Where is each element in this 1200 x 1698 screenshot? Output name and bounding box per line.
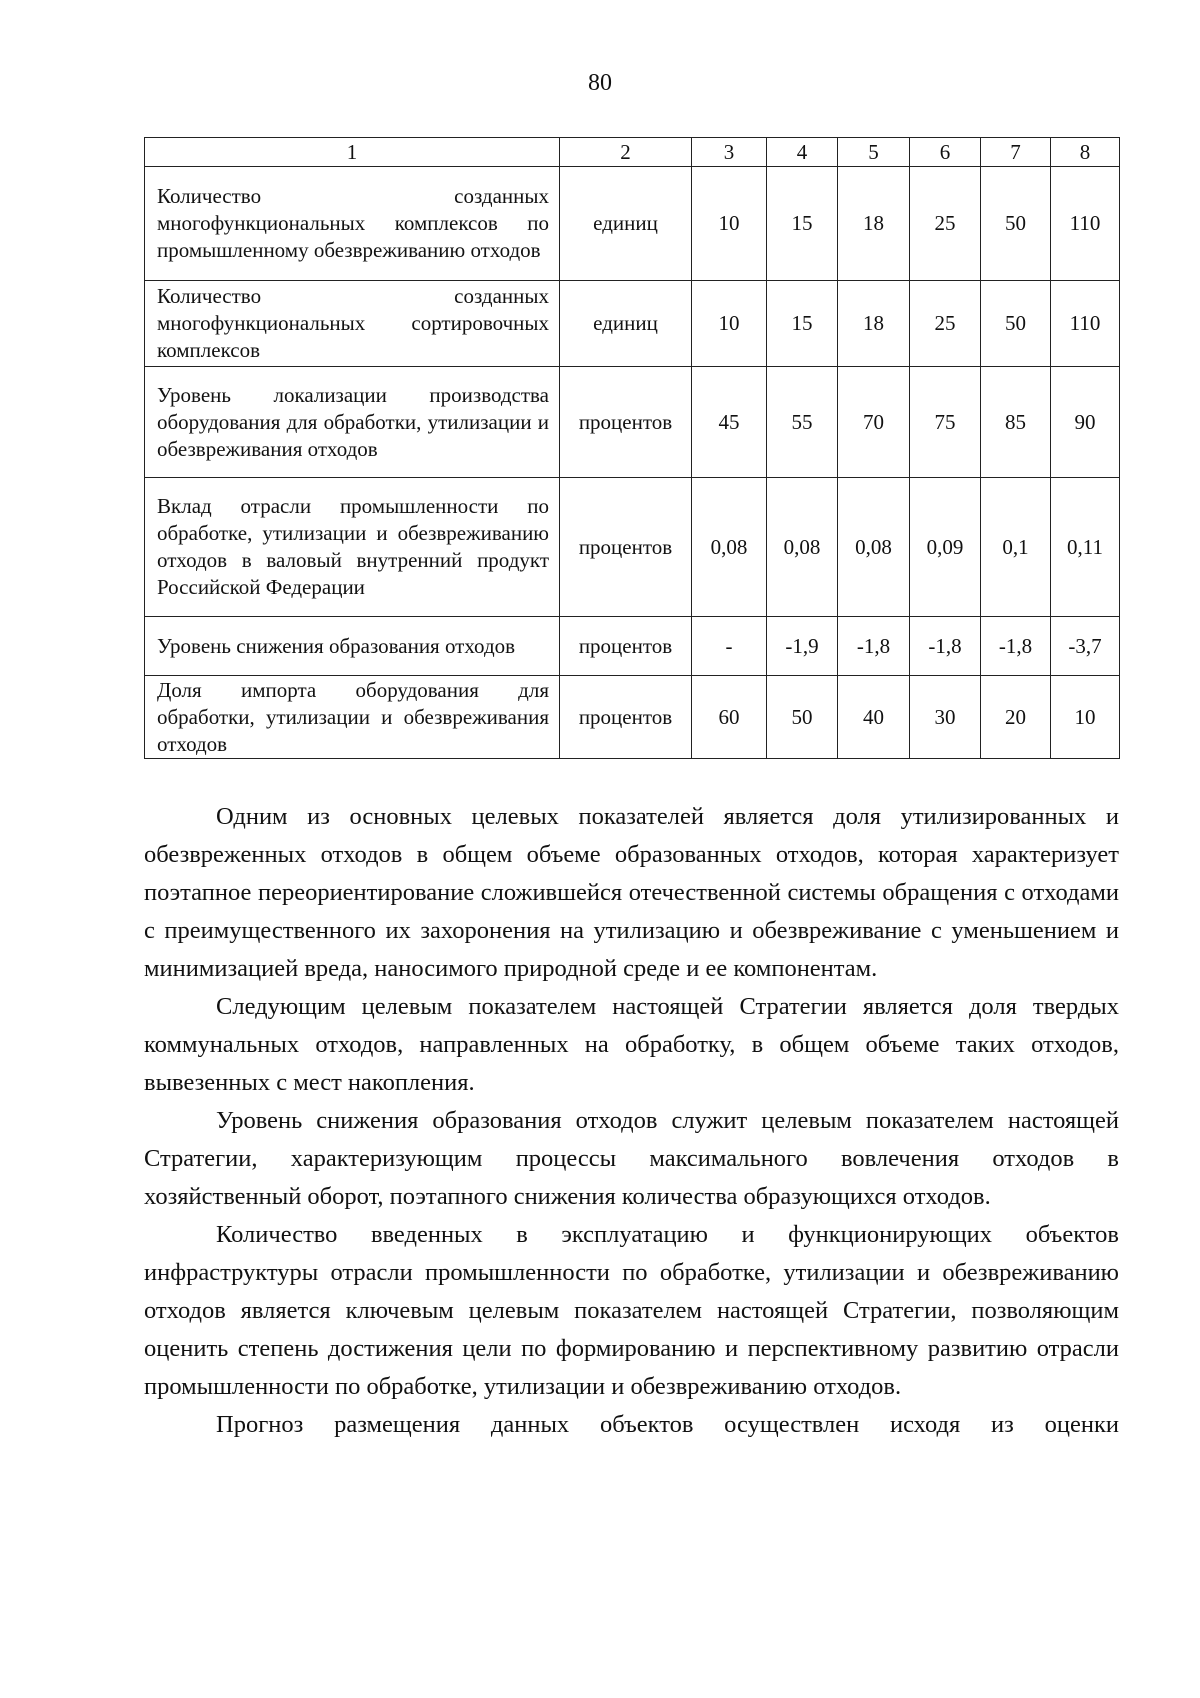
table-row (145, 167, 1120, 281)
value-cell: 60 (692, 676, 767, 759)
value-cell: 10 (692, 167, 767, 281)
paragraph: Следующим целевым показателем настоящей Стратегии является доля твердых коммунальных отходов, направленных на обработку, в общем объеме таких отходов, вывезенных с мест накопления. (144, 993, 1119, 1096)
indicator-name: Количество созданных многофункциональных сортировочных комплексов (145, 281, 560, 367)
value-cell: 18 (838, 167, 910, 281)
indicator-name: Уровень снижения образования отходов (145, 617, 560, 676)
indicator-name: Доля импорта оборудования для обработки, утилизации и обезвреживания отходов (145, 676, 560, 759)
table-row (145, 478, 1120, 617)
column-header: 1 (145, 138, 560, 167)
value-cell: 45 (692, 367, 767, 478)
value-cell: 0,08 (767, 478, 838, 617)
column-header: 6 (910, 138, 981, 167)
column-header: 8 (1051, 138, 1120, 167)
value-cell: -1,8 (981, 617, 1051, 676)
value-cell: 0,1 (981, 478, 1051, 617)
value-cell: 50 (767, 676, 838, 759)
value-cell: 10 (1051, 676, 1120, 759)
paragraph: Прогноз размещения данных объектов осуществлен исходя из оценки (216, 1411, 1119, 1438)
value-cell: 30 (910, 676, 981, 759)
column-header: 5 (838, 138, 910, 167)
value-cell: 40 (838, 676, 910, 759)
value-cell: 110 (1051, 167, 1120, 281)
value-cell: 55 (767, 367, 838, 478)
table-row (145, 281, 1120, 367)
paragraph: Одним из основных целевых показателей является доля утилизированных и обезвреженных отходов в общем объеме образованных отходов, которая характеризует поэтапное переориентирование сложившейся отечественной системы обращения с отходами с преимущественного их захоронения на утилизацию и обезвреживание с уменьшением и минимизацией вреда, наносимого природной среде и ее компонентам. (144, 803, 1119, 982)
value-cell: -1,8 (910, 617, 981, 676)
value-cell: 70 (838, 367, 910, 478)
value-cell: 10 (692, 281, 767, 367)
value-cell: -1,8 (838, 617, 910, 676)
indicator-name: Количество созданных многофункциональных комплексов по промышленному обезвреживанию отходов (145, 167, 560, 281)
value-cell: 0,08 (692, 478, 767, 617)
column-header: 4 (767, 138, 838, 167)
value-cell: 18 (838, 281, 910, 367)
value-cell: 75 (910, 367, 981, 478)
page-number: 80 (588, 70, 612, 96)
value-cell: 0,08 (838, 478, 910, 617)
value-cell: 50 (981, 167, 1051, 281)
column-header: 2 (560, 138, 692, 167)
unit-cell: единиц (560, 281, 692, 367)
value-cell: 110 (1051, 281, 1120, 367)
unit-cell: процентов (560, 617, 692, 676)
body-text (144, 798, 1119, 1444)
column-header: 3 (692, 138, 767, 167)
indicator-name: Уровень локализации производства оборудования для обработки, утилизации и обезвреживания отходов (145, 367, 560, 478)
value-cell: 15 (767, 281, 838, 367)
unit-cell: процентов (560, 367, 692, 478)
value-cell: 90 (1051, 367, 1120, 478)
indicators-table (144, 137, 1120, 759)
value-cell: - (692, 617, 767, 676)
value-cell: 20 (981, 676, 1051, 759)
value-cell: -3,7 (1051, 617, 1120, 676)
value-cell: 50 (981, 281, 1051, 367)
paragraph: Количество введенных в эксплуатацию и функционирующих объектов инфраструктуры отрасли промышленности по обработке, утилизации и обезвреживанию отходов является ключевым целевым показателем настоящей Стратегии, позволяющим оценить степень достижения цели по формированию и перспективному развитию отрасли промышленности по обработке, утилизации и обезвреживанию отходов. (144, 1221, 1119, 1400)
column-header: 7 (981, 138, 1051, 167)
table-header-row (145, 138, 1120, 167)
indicator-name: Вклад отрасли промышленности по обработке, утилизации и обезвреживанию отходов в валовый внутренний продукт Российской Федерации (145, 478, 560, 617)
value-cell: 85 (981, 367, 1051, 478)
table-row (145, 367, 1120, 478)
value-cell: 0,11 (1051, 478, 1120, 617)
table-row (145, 676, 1120, 759)
value-cell: 25 (910, 281, 981, 367)
unit-cell: единиц (560, 167, 692, 281)
value-cell: 25 (910, 167, 981, 281)
value-cell: 15 (767, 167, 838, 281)
value-cell: -1,9 (767, 617, 838, 676)
unit-cell: процентов (560, 478, 692, 617)
unit-cell: процентов (560, 676, 692, 759)
value-cell: 0,09 (910, 478, 981, 617)
table-row (145, 617, 1120, 676)
paragraph: Уровень снижения образования отходов служит целевым показателем настоящей Стратегии, характеризующим процессы максимального вовлечения отходов в хозяйственный оборот, поэтапного снижения количества образующихся отходов. (144, 1107, 1119, 1210)
